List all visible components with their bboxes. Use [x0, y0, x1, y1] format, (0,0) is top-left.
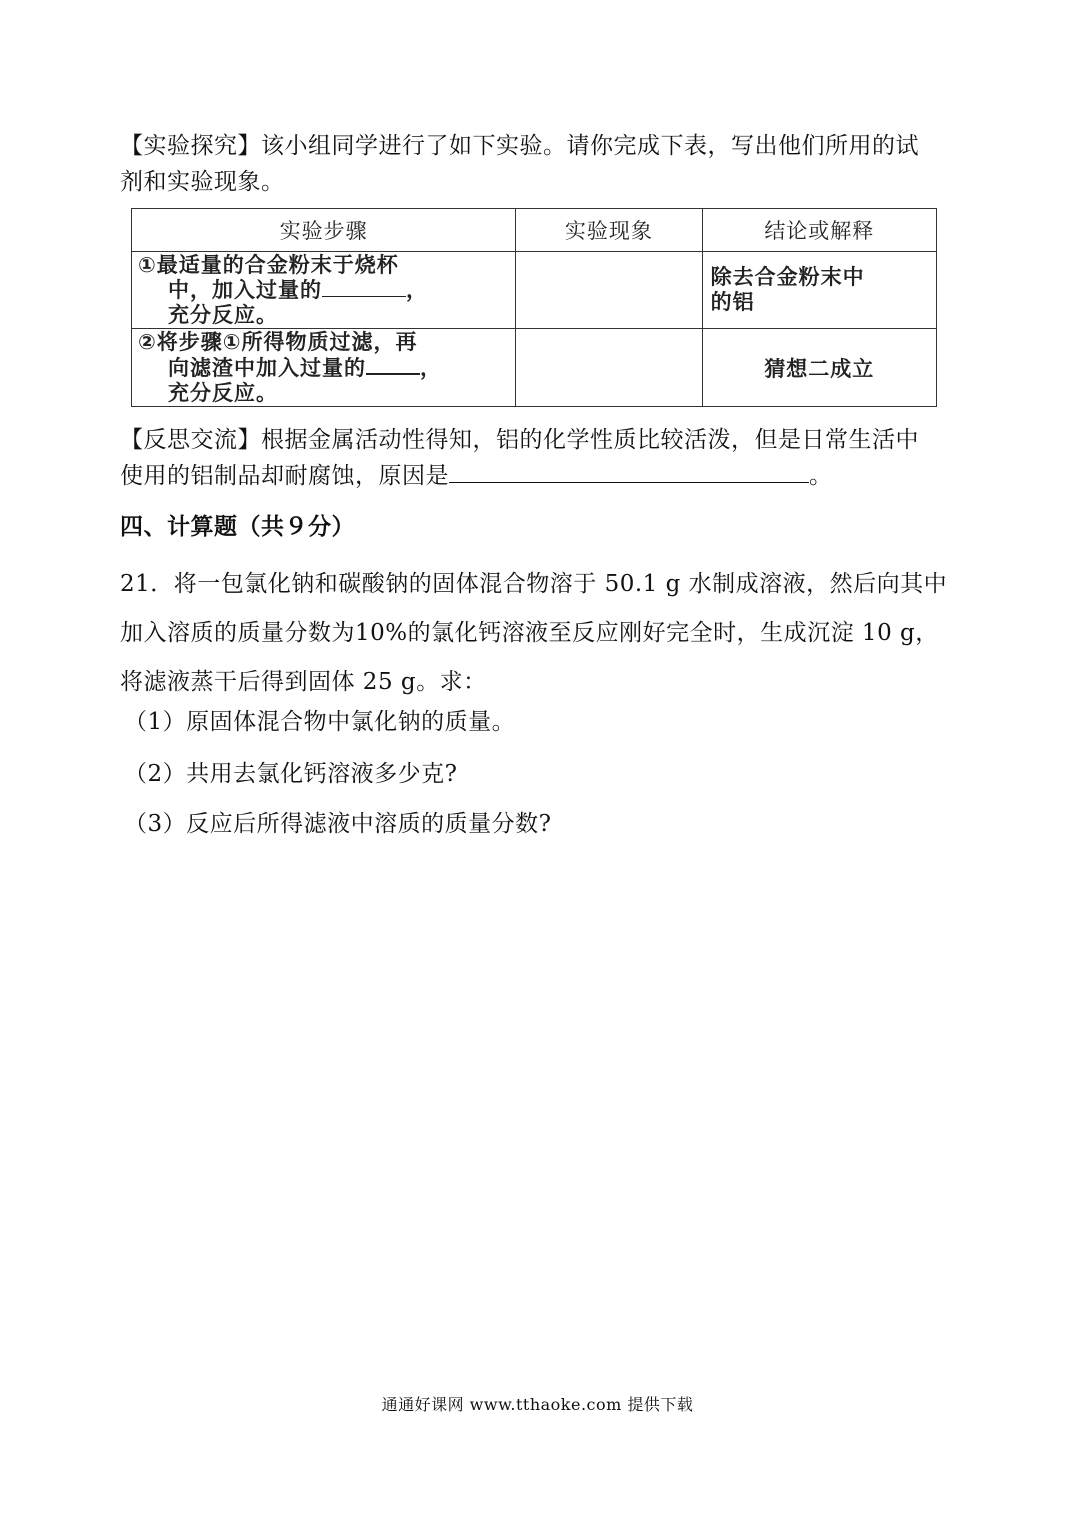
step-text: ，: [406, 277, 428, 302]
exploration-text-line2: 剂和实验现象。: [120, 169, 285, 195]
answer-blank[interactable]: [322, 278, 406, 297]
step-text: 充分反应。: [168, 380, 278, 405]
answer-blank[interactable]: [366, 355, 420, 375]
conclusion-text: 除去合金粉末中: [710, 265, 865, 289]
sub-question-1: （1）原固体混合物中氯化钠的质量。: [124, 709, 516, 735]
step-text: ，: [420, 355, 442, 380]
conclusion-cell: [702, 252, 936, 329]
step-cell: [132, 329, 516, 407]
section-heading: 四、计算题（共９分）: [120, 514, 355, 540]
header-steps: 实验步骤: [132, 209, 516, 252]
sub-question-3: （3）反应后所得滤液中溶质的质量分数?: [124, 811, 552, 837]
step-cell: [132, 252, 516, 329]
sub-question-2: （2）共用去氯化钙溶液多少克?: [124, 761, 458, 787]
step-text: 向滤渣中加入过量的: [168, 355, 366, 380]
header-conclusion: 结论或解释: [702, 209, 936, 252]
reflection-text-line2: 使用的铝制品却耐腐蚀，原因是: [120, 463, 449, 489]
conclusion-cell: 猜想二成立: [702, 329, 936, 407]
step-text: 充分反应。: [168, 302, 278, 327]
experiment-table: [131, 208, 937, 407]
phenomenon-cell[interactable]: [516, 252, 702, 329]
experiment-exploration-paragraph: [120, 128, 960, 200]
table-row: [132, 329, 937, 407]
reflection-paragraph: [120, 422, 960, 494]
footer-source-note: 通通好课网 www.tthaoke.com 提供下载: [381, 1395, 694, 1414]
table-row: [132, 252, 937, 329]
step-text: ②将步骤①所得物质过滤，再: [138, 329, 418, 354]
reflection-text-end: 。: [809, 463, 833, 489]
header-phenomenon: 实验现象: [516, 209, 702, 252]
question-21-text: 21．将一包氯化钠和碳酸钠的固体混合物溶于 50.1 g 水制成溶液，然后向其中加入溶质的质量分数为10%的氯化钙溶液至反应刚好完全时，生成沉淀 10 g，将滤液蒸干后得到固体 25 g。求：: [120, 571, 948, 695]
exploration-text-line1: 【实验探究】该小组同学进行了如下实验。请你完成下表，写出他们所用的试: [120, 133, 919, 159]
step-text: 中，加入过量的: [168, 277, 322, 302]
answer-blank[interactable]: [449, 458, 809, 483]
reflection-text-line1: 【反思交流】根据金属活动性得知，铝的化学性质比较活泼，但是日常生活中: [120, 427, 919, 453]
phenomenon-cell[interactable]: [516, 329, 702, 407]
conclusion-text: 的铝: [710, 290, 755, 314]
step-text: ①最适量的合金粉末于烧杯: [138, 252, 399, 277]
